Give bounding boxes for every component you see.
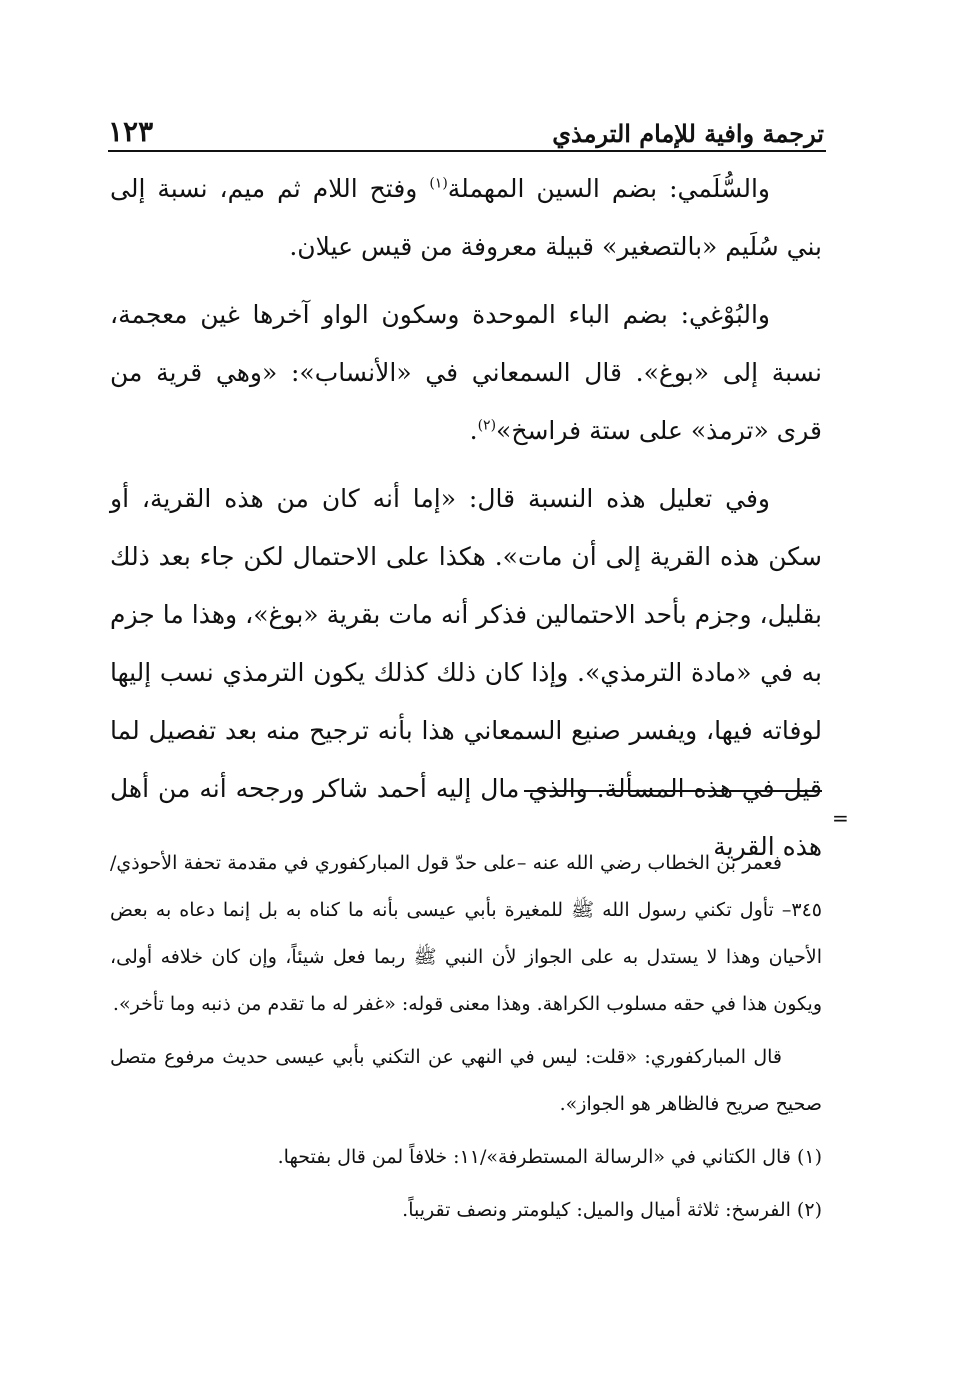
footnote-2: (٢) الفرسخ: ثلاثة أميال والميل: كيلومتر ونصف تقريباً. [402, 1199, 822, 1221]
paragraph-explanation: وفي تعليل هذه النسبة قال: «إما أنه كان من هذه القرية، أو سكن هذه القرية إلى أن مات». هكذا على الاحتمال لكن جاء بعد ذلك بقليل، وجزم بأحد الاحتمالين فذكر أنه مات بقرية «بوغ»، وهذا ما جزم به في «مادة الترمذي». وإذا كان ذلك كذلك يكون الترمذي نسب إليها لوفاته فيها، ويفسر صنيع السمعاني هذا بأنه ترجيح منه بعد تفصيل لما قيل في هذه المسألة. والذي مال إليه أحمد شاكر ورجحه أنه من أهل هذه القرية [110, 484, 822, 861]
header-rule [108, 150, 826, 152]
continuation-mark: = [832, 806, 849, 830]
footnote-separator [524, 790, 822, 792]
paragraph-bughi [110, 286, 822, 460]
paragraph-text: والسُّلَمي: بضم السين المهملة [447, 174, 770, 203]
running-title: ترجمة وافية للإمام الترمذي [552, 119, 824, 148]
footnote-1: (١) قال الكتاني في «الرسالة المستطرفة»/١١: خلافاً لمن قال بفتحها. [277, 1146, 822, 1168]
page-number: ١٢٣ [108, 115, 154, 148]
footnote-continuation: قال المباركفوري: «قلت: ليس في النهي عن التكني بأبي عيسى حديث مرفوع متصل صحيح صريح فالظاهر هو الجواز». [110, 1046, 822, 1115]
paragraph-text: . [469, 416, 478, 445]
paragraph-text: وفتح اللام ثم ميم، نسبة إلى بني سُلَيم «بالتصغير» قبيلة معروفة من قيس عيلان. [110, 174, 822, 261]
paragraph-text: والبُوْغي: بضم الباء الموحدة وسكون الواو آخرها غين معجمة، نسبة إلى «بوغ». قال السمعاني في «الأنساب»: «وهي قرية من قرى «ترمذ» على ستة فراسخ» [110, 300, 822, 445]
main-text [110, 160, 822, 886]
footnote-ref-1: (١) [429, 175, 448, 192]
page-header [108, 100, 824, 148]
footnote-ref-2: (٢) [477, 417, 497, 434]
paragraph-sulami [110, 160, 822, 276]
footnote-continuation: فعمر بن الخطاب رضي الله عنه –على حدّ قول المباركفوري في مقدمة تحفة الأحوذي/٣٤٥– تأول تكني رسول الله ﷺ للمغيرة بأبي عيسى بأنه ما كناه به بل إنما دعاه به بعض الأحيان وهذا لا يستدل به على الجواز لأن النبي ﷺ ربما فعل شيئاً، وإن كان خلافه أولى، ويكون هذا في حقه مسلوب الكراهة. وهذا معنى قوله: «غفر له ما تقدم من ذنبه وما تأخر». [110, 852, 822, 1015]
footnotes [110, 840, 822, 1240]
